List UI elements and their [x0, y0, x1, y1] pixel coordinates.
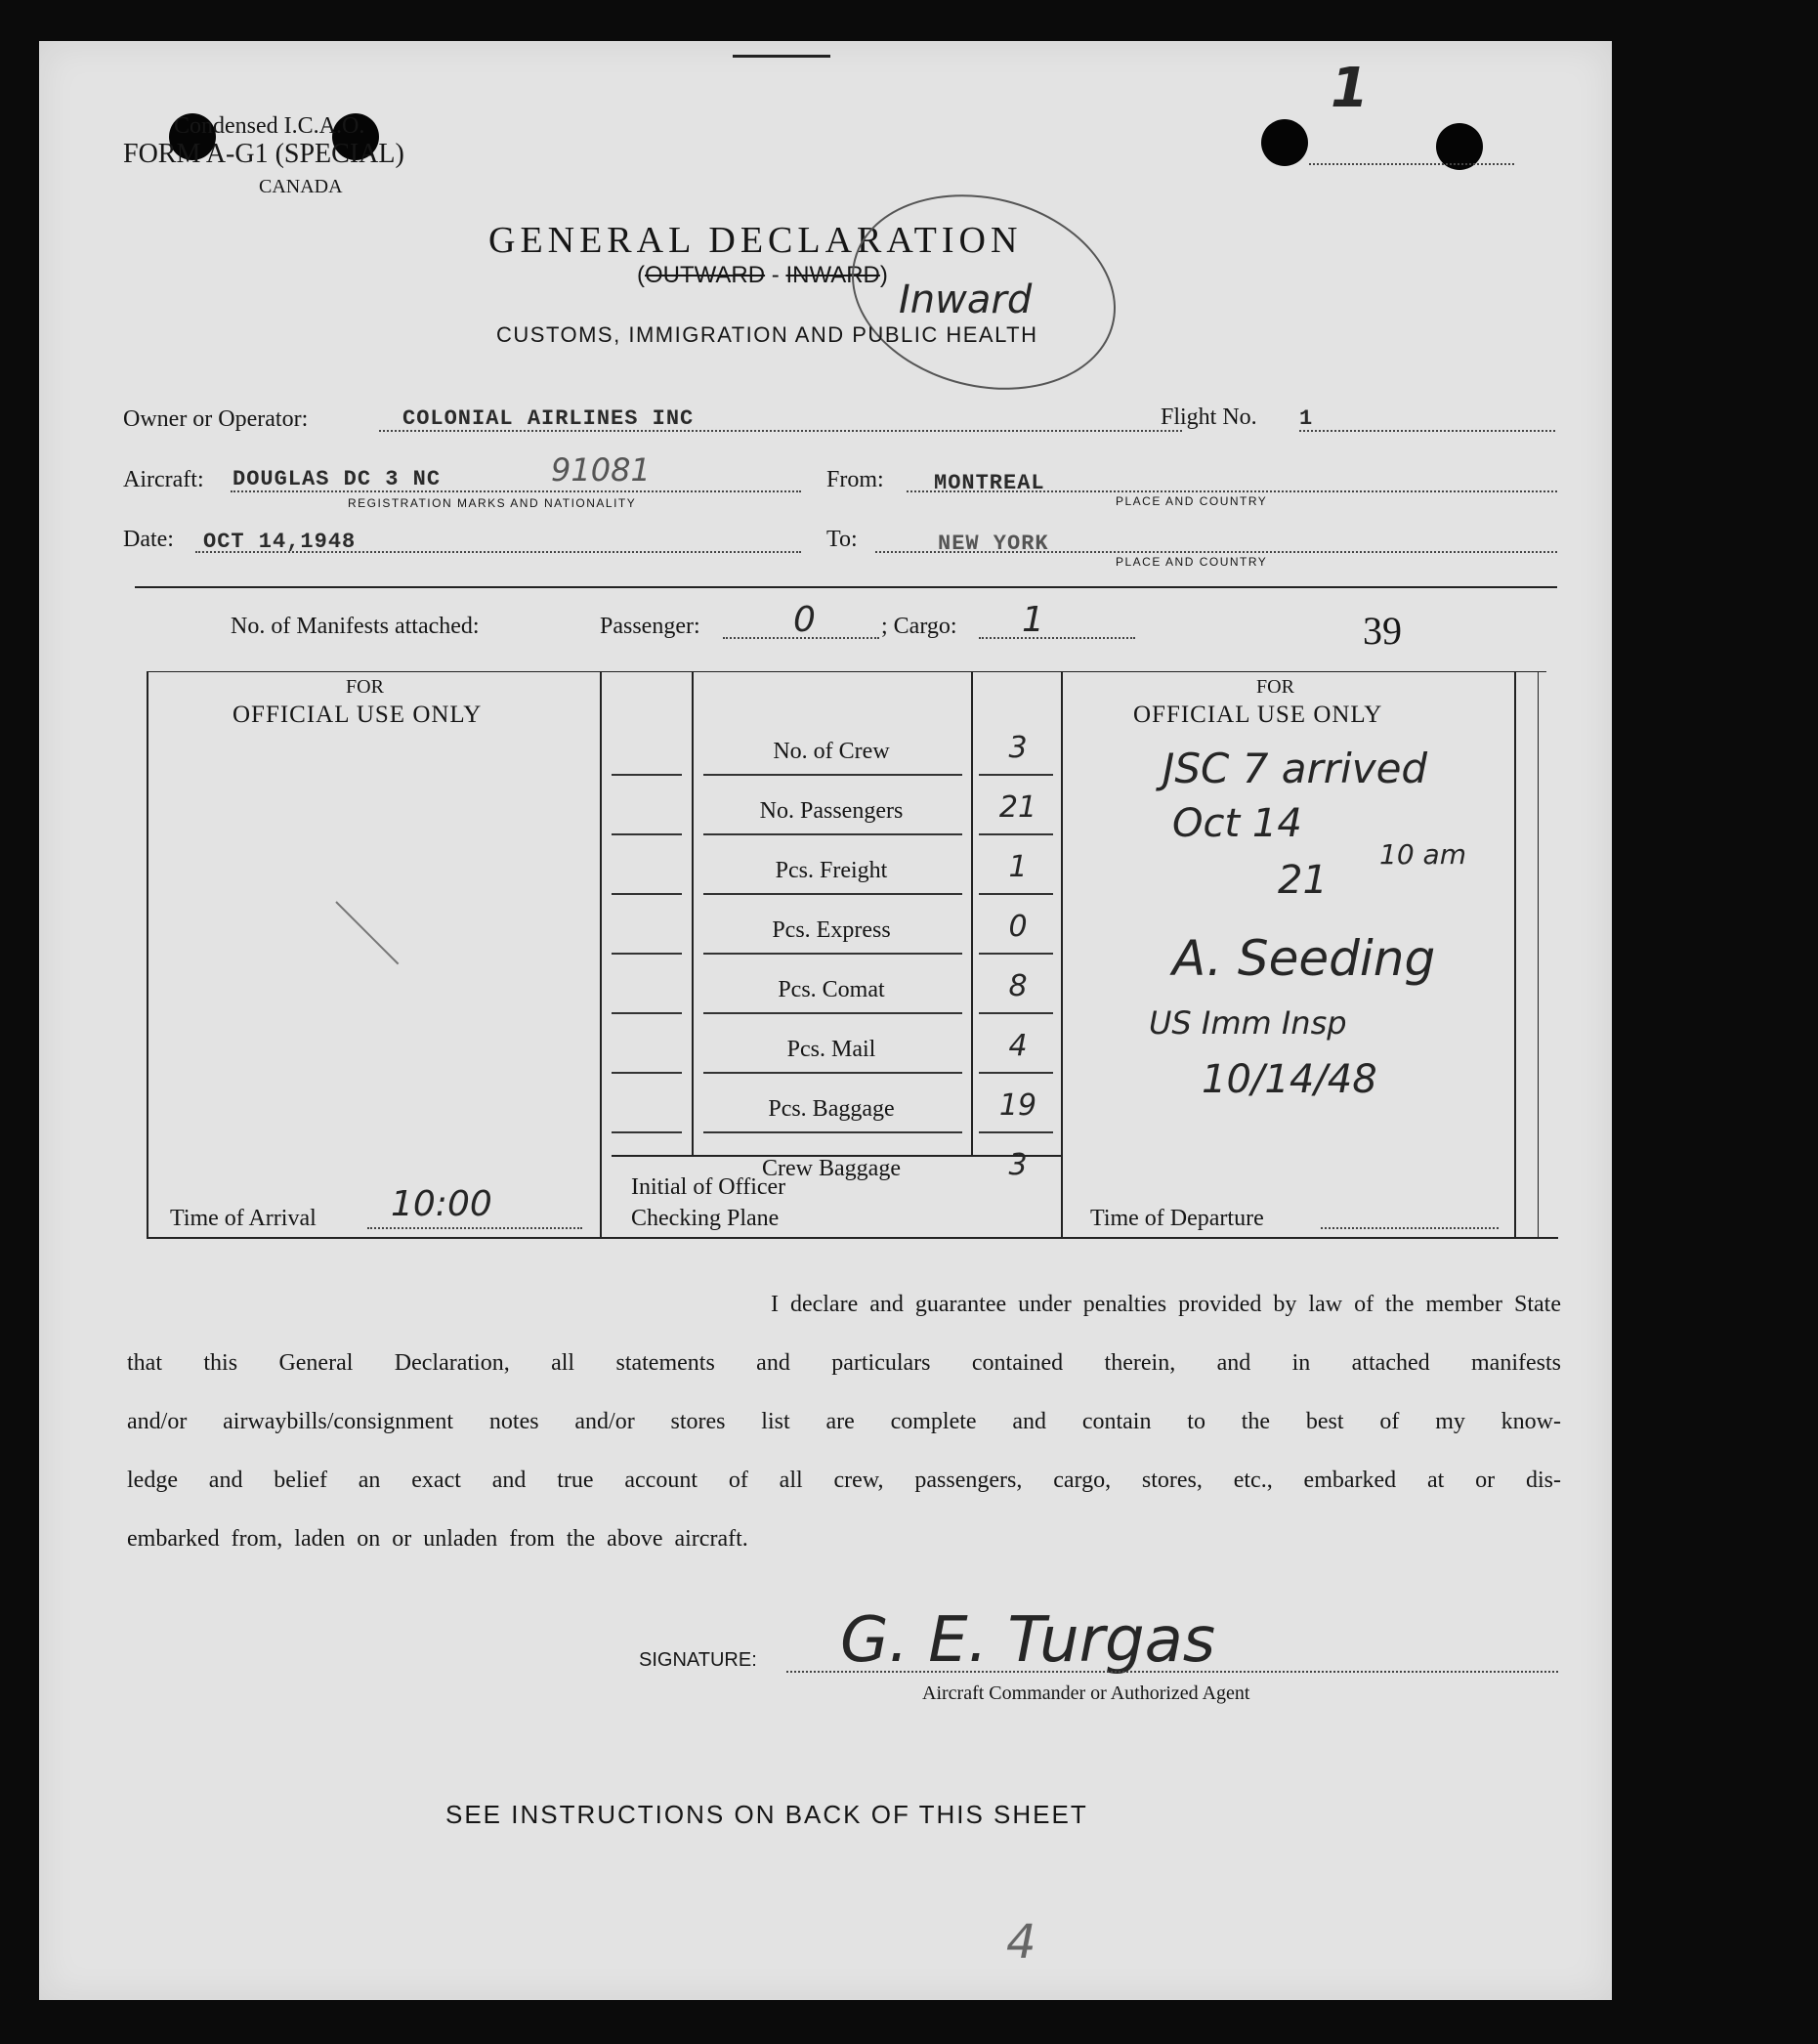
flight-label: Flight No. — [1161, 405, 1257, 430]
passenger-label: Passenger: — [600, 614, 700, 639]
from-label: From: — [826, 467, 884, 492]
aircraft-line — [231, 490, 801, 492]
table-top — [147, 671, 1546, 672]
arrival-line — [367, 1227, 582, 1229]
subtitle: (OUTWARD - INWARD) — [637, 262, 888, 288]
row-value: 0 — [1008, 910, 1028, 944]
row-label: No. Passengers — [759, 798, 904, 824]
date-line — [195, 551, 801, 553]
row-value: 3 — [1008, 731, 1028, 765]
row-underline-mid — [703, 893, 962, 895]
flight-line — [1299, 430, 1555, 432]
row-value: 21 — [998, 790, 1037, 825]
row-value: 19 — [998, 1088, 1037, 1123]
row-underline-mid — [703, 1131, 962, 1133]
page-number-line — [1309, 163, 1514, 165]
row-label: Pcs. Express — [772, 917, 891, 943]
row-underline-left — [612, 1131, 682, 1133]
row-underline-right — [979, 833, 1053, 835]
form-line-3: CANADA — [259, 176, 343, 197]
row-underline-mid — [703, 953, 962, 955]
to-value: NEW YORK — [938, 532, 1049, 556]
agencies-line: CUSTOMS, IMMIGRATION AND PUBLIC HEALTH — [496, 322, 1038, 347]
row-label: No. of Crew — [773, 739, 890, 764]
departure-line — [1321, 1227, 1499, 1229]
row-underline-mid — [703, 774, 962, 776]
row-label: Pcs. Mail — [786, 1037, 876, 1062]
row-underline-right — [979, 1072, 1053, 1074]
subtitle-inward: INWARD — [785, 262, 880, 288]
table-sep-3 — [971, 671, 973, 1155]
declaration-line-1: I declare and guarantee under penalties provided by law of the member State — [770, 1292, 1561, 1317]
row-underline-mid — [703, 833, 962, 835]
row-value: 4 — [1008, 1029, 1028, 1063]
subtitle-handwritten: Inward — [899, 277, 1033, 322]
row-underline-right — [979, 893, 1053, 895]
passenger-line — [723, 637, 879, 639]
note-line-1: JSC 7 arrived — [1163, 745, 1428, 792]
to-line — [875, 551, 1557, 553]
from-line — [907, 490, 1557, 492]
right-official: OFFICIAL USE ONLY — [1133, 702, 1383, 728]
table-right-outer — [1538, 671, 1539, 1238]
row-label: Pcs. Comat — [778, 977, 885, 1002]
form-line-2: FORM A-G1 (SPECIAL) — [123, 139, 404, 169]
table-sep-2 — [692, 671, 694, 1155]
row-label: Pcs. Baggage — [768, 1096, 895, 1122]
form-line-1: Condensed I.C.A.O. — [174, 113, 365, 139]
row-underline-right — [979, 1012, 1053, 1014]
owner-value: COLONIAL AIRLINES INC — [402, 406, 695, 431]
page-title: GENERAL DECLARATION — [488, 220, 1023, 261]
declaration-line-3: and/or airwaybills/consignment notes and/or stores list are complete and contain to the best of my know- — [127, 1409, 1561, 1434]
manifests-label: No. of Manifests attached: — [231, 614, 480, 639]
cargo-value: 1 — [1022, 600, 1044, 640]
passenger-value: 0 — [793, 600, 816, 640]
flight-value: 1 — [1299, 406, 1314, 431]
signature-caption: Aircraft Commander or Authorized Agent — [922, 1682, 1250, 1704]
note-line-6: 10/14/48 — [1202, 1057, 1377, 1102]
table-sep-4 — [1061, 671, 1063, 1238]
pencil-mark — [335, 901, 399, 964]
footer-instructions: SEE INSTRUCTIONS ON BACK OF THIS SHEET — [445, 1800, 1088, 1829]
row-label: Crew Baggage — [762, 1156, 901, 1181]
declaration-sheet — [39, 41, 1612, 2000]
row-value: 1 — [1008, 850, 1028, 884]
date-label: Date: — [123, 527, 174, 552]
punch-hole-3 — [1261, 119, 1308, 166]
table-bottom — [147, 1237, 1558, 1239]
subtitle-outward: OUTWARD — [645, 262, 766, 288]
initial-label-2: Checking Plane — [631, 1206, 780, 1231]
signature-value: G. E. Turgas — [840, 1604, 1216, 1677]
note-line-5: US Imm Insp — [1149, 1004, 1347, 1042]
left-official: OFFICIAL USE ONLY — [233, 702, 483, 728]
stamp-number: 39 — [1363, 609, 1402, 653]
row-value: 8 — [1008, 969, 1028, 1003]
row-underline-right — [979, 774, 1053, 776]
note-line-4: 10 am — [1379, 838, 1466, 871]
row-underline-mid — [703, 1072, 962, 1074]
signature-line — [786, 1671, 1558, 1673]
declaration-line-4: ledge and belief an exact and true account of all crew, passengers, cargo, stores, etc., embarked at or dis- — [127, 1468, 1561, 1493]
row-underline-mid — [703, 1012, 962, 1014]
row-label: Pcs. Freight — [775, 858, 888, 883]
page-number: 1 — [1331, 57, 1369, 120]
departure-label: Time of Departure — [1090, 1206, 1264, 1231]
signature-label: SIGNATURE: — [639, 1649, 757, 1671]
row-underline-left — [612, 893, 682, 895]
cargo-label: ; Cargo: — [881, 614, 957, 639]
row-underline-left — [612, 774, 682, 776]
row-underline-right — [979, 953, 1053, 955]
arrival-value: 10:00 — [391, 1184, 492, 1224]
table-sep-1 — [600, 671, 602, 1238]
footer-hand-mark: 4 — [1006, 1915, 1036, 1970]
cargo-label-text: Cargo: — [893, 614, 957, 639]
table-right — [1514, 671, 1516, 1238]
table-left — [147, 671, 148, 1238]
note-line-3: 21 — [1278, 858, 1328, 903]
right-for: FOR — [1256, 676, 1294, 698]
owner-line — [379, 430, 1182, 432]
from-value: MONTREAL — [934, 471, 1045, 495]
aircraft-handwritten: 91081 — [551, 451, 651, 489]
declaration-line-5: embarked from, laden on or unladen from the above aircraft. — [127, 1526, 748, 1552]
row-underline-left — [612, 1072, 682, 1074]
cargo-line — [979, 637, 1135, 639]
row-underline-left — [612, 833, 682, 835]
aircraft-value: DOUGLAS DC 3 NC — [233, 467, 442, 491]
note-signature: A. Seeding — [1172, 930, 1436, 987]
from-caption: PLACE AND COUNTRY — [1116, 494, 1268, 508]
header-divider — [135, 586, 1557, 588]
arrival-label: Time of Arrival — [170, 1206, 317, 1231]
left-for: FOR — [346, 676, 384, 698]
subtitle-sep: - — [771, 262, 780, 288]
declaration-line-2: that this General Declaration, all statements and particulars contained therein, and in attached manifests — [127, 1350, 1561, 1376]
initial-label-1: Initial of Officer — [631, 1174, 786, 1200]
row-value: 3 — [1008, 1148, 1028, 1182]
row-underline-left — [612, 953, 682, 955]
top-edge-mark — [733, 55, 830, 58]
aircraft-caption: REGISTRATION MARKS AND NATIONALITY — [348, 496, 637, 510]
note-line-2: Oct 14 — [1172, 801, 1302, 846]
aircraft-label: Aircraft: — [123, 467, 204, 492]
date-value: OCT 14,1948 — [203, 530, 357, 554]
row-underline-right — [979, 1131, 1053, 1133]
row-underline-left — [612, 1012, 682, 1014]
owner-label: Owner or Operator: — [123, 406, 309, 432]
to-caption: PLACE AND COUNTRY — [1116, 555, 1268, 569]
to-label: To: — [826, 527, 858, 552]
